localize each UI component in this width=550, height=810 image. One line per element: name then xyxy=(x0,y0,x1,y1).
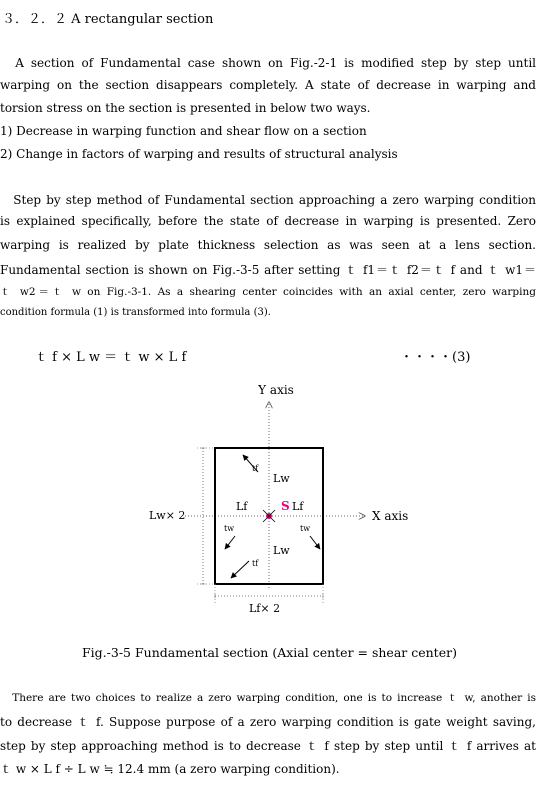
y-axis-label: Y axis xyxy=(258,383,294,397)
tw-label-right: tw xyxy=(300,524,311,533)
lw-label-bottom: Lw xyxy=(273,544,290,557)
dim-width-label: Lf× 2 xyxy=(249,602,281,615)
para1-line-2: warping on the section disappears completely. A state of decrease in warping and xyxy=(0,78,536,92)
formula-number: ・・・・(3) xyxy=(400,350,471,365)
shear-flow-arrow-bottom-left xyxy=(231,561,249,578)
para2-line-5: ｔ w2＝ｔ w on Fig.-3-1. As a shearing center coincides with an axial center, zero warping xyxy=(0,286,536,298)
tf-label-top: tf xyxy=(252,464,259,473)
list-item-2: 2) Change in factors of warping and results of structural analysis xyxy=(0,147,398,161)
lw-label-top: Lw xyxy=(273,472,290,485)
shear-flow-arrow-mid-left xyxy=(225,536,235,549)
figure-caption: Fig.-3-5 Fundamental section (Axial center = shear center) xyxy=(82,645,457,660)
dim-height-label: Lw× 2 xyxy=(149,509,186,522)
para2-line-2: is explained specifically, before the state of decrease in warping is presented. Zero xyxy=(0,214,536,228)
list-item-1: 1) Decrease in warping function and shear flow on a section xyxy=(0,124,367,138)
tf-label-bottom: tf xyxy=(252,559,259,568)
para3-line-2: to decrease ｔ f. Suppose purpose of a zero warping condition is gate weight saving, xyxy=(0,715,536,729)
shear-flow-arrow-mid-right xyxy=(310,536,320,549)
para1-line-1: A section of Fundamental case shown on Fig.-2-1 is modified step by step until xyxy=(0,56,536,70)
para3-line-4: ｔ w × L f ÷ L w ≒ 12.4 mm (a zero warping condition). xyxy=(0,762,340,776)
para2-line-6: condition formula (1) is transformed into formula (3). xyxy=(0,307,271,318)
formula-3: ｔ f × L w ＝ ｔ w × L f xyxy=(35,350,187,365)
para3-line-1: There are two choices to realize a zero warping condition, one is to increase ｔ w, another is xyxy=(0,692,536,704)
x-axis-label: X axis xyxy=(372,509,409,523)
section-heading: ３．２．２ A rectangular section xyxy=(2,12,214,27)
lf-label-left: Lf xyxy=(236,500,248,513)
para3-line-3: step by step approaching method is to decrease ｔ f step by step until ｔ f arrives at xyxy=(0,739,536,753)
fundamental-section-figure xyxy=(0,378,550,618)
tw-label-left: tw xyxy=(224,524,235,533)
para2-line-4: Fundamental section is shown on Fig.-3-5 after setting ｔ f1＝ｔ f2＝ｔ f and ｔ w1＝ xyxy=(0,263,536,277)
shear-center-label: S xyxy=(281,499,290,513)
lf-label-right: Lf xyxy=(292,500,304,513)
para1-line-3: torsion stress on the section is presented in below two ways. xyxy=(0,101,371,115)
para2-line-1: Step by step method of Fundamental section approaching a zero warping condition xyxy=(0,193,536,207)
para2-line-3: warping is realized by plate thickness selection as was seen at a lens section. xyxy=(0,238,536,252)
shear-center-marker xyxy=(263,510,275,522)
